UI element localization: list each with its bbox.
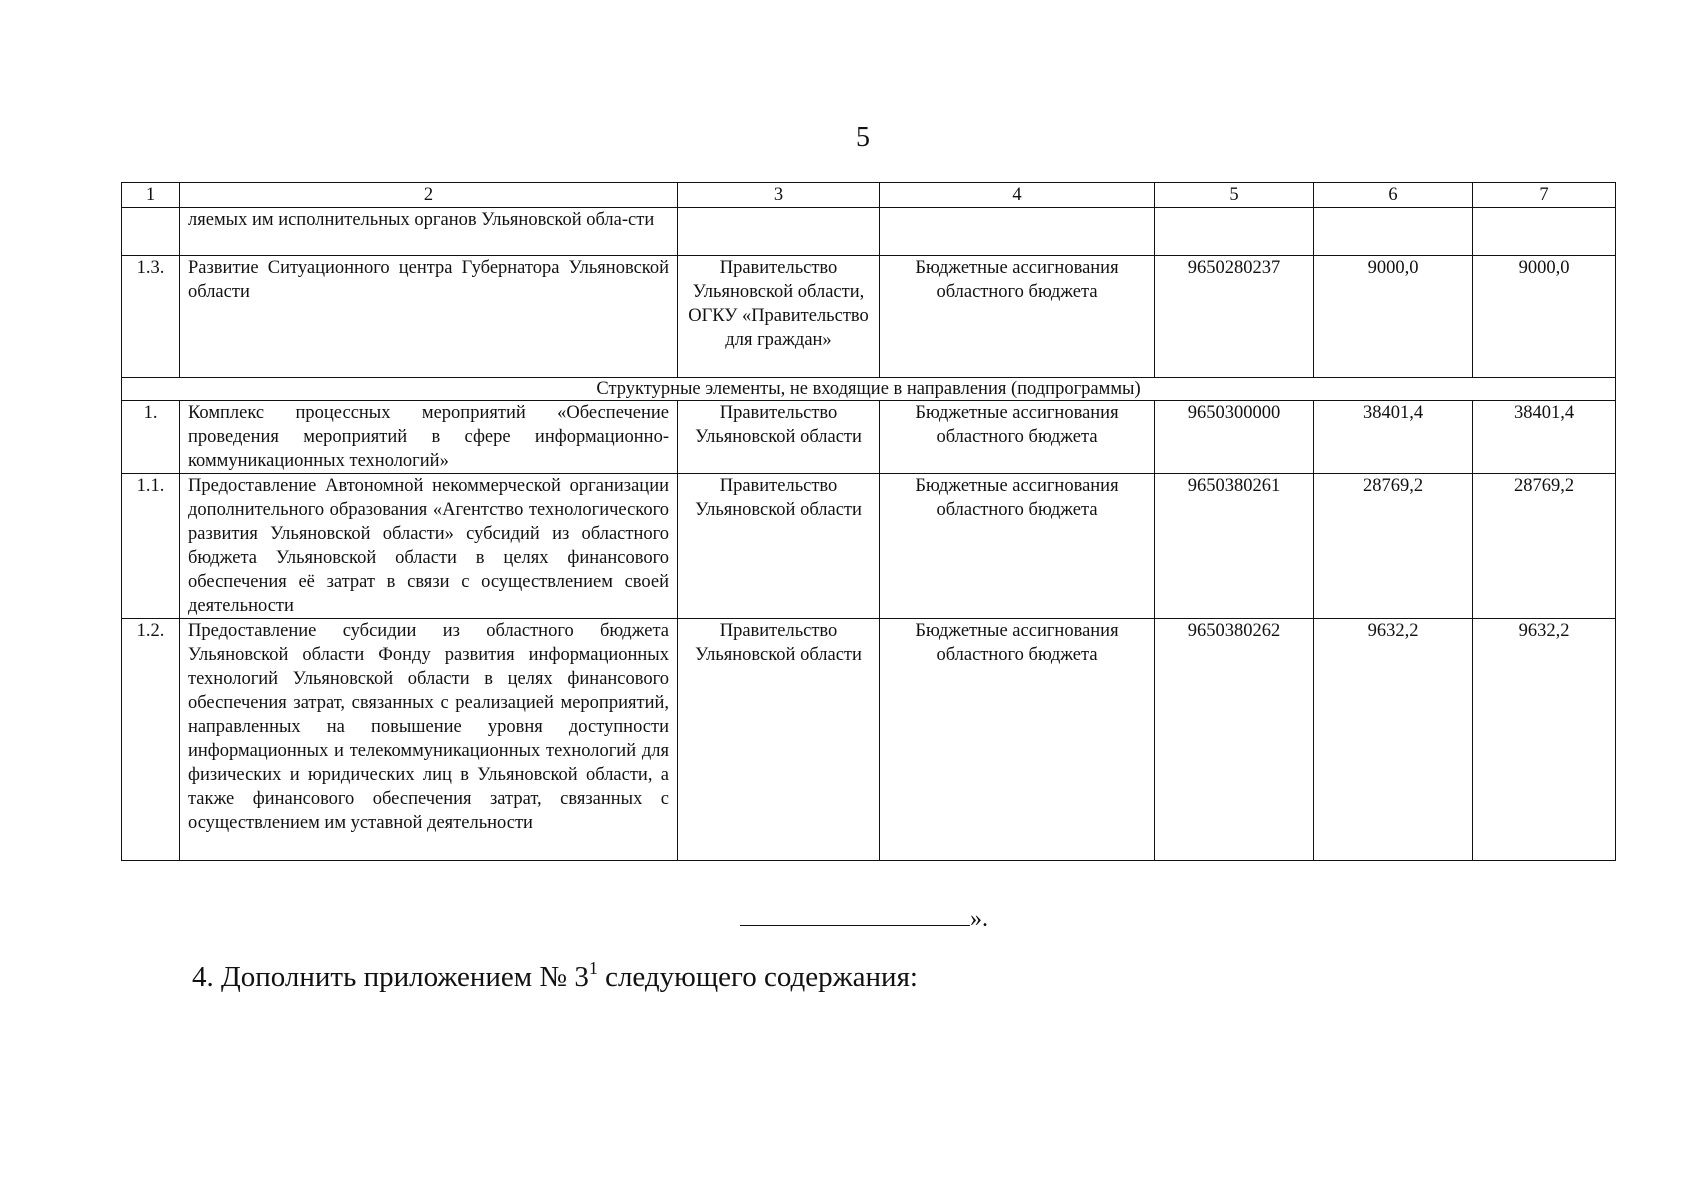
section-row [122, 378, 1616, 401]
row-source: Бюджетные ассигнования областного бюджета [880, 256, 1155, 378]
closing-mark: ». [970, 906, 988, 932]
row-number: 1.3. [122, 256, 180, 378]
row-year: 28769,2 [1473, 474, 1616, 619]
row-total: 28769,2 [1314, 474, 1473, 619]
table-row [122, 474, 1616, 619]
header-cell: 2 [180, 183, 678, 208]
row-code [1155, 208, 1314, 256]
row-source: Бюджетные ассигнования областного бюджета [880, 619, 1155, 861]
row-total: 9000,0 [1314, 256, 1473, 378]
instruction-text: 4. Дополнить приложением № 3 [192, 961, 589, 993]
row-year [1473, 208, 1616, 256]
signature-line [740, 905, 970, 926]
table-row [122, 619, 1616, 861]
table-header-row [122, 183, 1616, 208]
header-cell: 5 [1155, 183, 1314, 208]
row-executor: Правительство Ульяновской области, ОГКУ «Правительство для граждан» [678, 256, 880, 378]
row-name: Предоставление субсидии из областного бюджета Ульяновской области Фонду развития информационных технологий Ульяновской области в целях финансового обеспечения затрат, связанных с реализацией мероприятий, направленных на повышение уровня доступности информационных и телекоммуникационных технологий для физических и юридических лиц в Ульяновской области, а также финансового обеспечения затрат, связанных с осуществлением им уставной деятельности [180, 619, 678, 861]
header-cell: 7 [1473, 183, 1616, 208]
closing-quote [740, 905, 988, 933]
row-name: Развитие Ситуационного центра Губернатора Ульяновской области [180, 256, 678, 378]
budget-table [121, 182, 1616, 861]
row-number: 1. [122, 401, 180, 474]
row-year: 9632,2 [1473, 619, 1616, 861]
row-total: 38401,4 [1314, 401, 1473, 474]
row-total: 9632,2 [1314, 619, 1473, 861]
header-cell: 6 [1314, 183, 1473, 208]
row-executor: Правительство Ульяновской области [678, 619, 880, 861]
row-executor [678, 208, 880, 256]
instruction-superscript: 1 [588, 958, 598, 978]
table-row [122, 208, 1616, 256]
page-number: 5 [856, 122, 870, 153]
row-executor: Правительство Ульяновской области [678, 401, 880, 474]
row-source: Бюджетные ассигнования областного бюджета [880, 474, 1155, 619]
row-source [880, 208, 1155, 256]
row-number: 1.1. [122, 474, 180, 619]
header-cell: 3 [678, 183, 880, 208]
instruction-paragraph [192, 958, 918, 994]
table-row [122, 256, 1616, 378]
table-row [122, 401, 1616, 474]
row-name: ляемых им исполнительных органов Ульяновской обла-сти [180, 208, 678, 256]
row-executor: Правительство Ульяновской области [678, 474, 880, 619]
row-number [122, 208, 180, 256]
header-cell: 4 [880, 183, 1155, 208]
row-code: 9650300000 [1155, 401, 1314, 474]
section-title: Структурные элементы, не входящие в направления (подпрограммы) [122, 378, 1616, 401]
row-code: 9650280237 [1155, 256, 1314, 378]
row-year: 38401,4 [1473, 401, 1616, 474]
instruction-text-after: следующего содержания: [597, 961, 918, 993]
row-year: 9000,0 [1473, 256, 1616, 378]
row-code: 9650380261 [1155, 474, 1314, 619]
row-code: 9650380262 [1155, 619, 1314, 861]
row-name: Предоставление Автономной некоммерческой организации дополнительного образования «Агентство технологического развития Ульяновской области» субсидий из областного бюджета Ульяновской области в целях финансового обеспечения её затрат в связи с осуществлением своей деятельности [180, 474, 678, 619]
header-cell: 1 [122, 183, 180, 208]
row-name: Комплекс процессных мероприятий «Обеспечение проведения мероприятий в сфере информационно-коммуникационных технологий» [180, 401, 678, 474]
row-source: Бюджетные ассигнования областного бюджета [880, 401, 1155, 474]
row-total [1314, 208, 1473, 256]
row-number: 1.2. [122, 619, 180, 861]
